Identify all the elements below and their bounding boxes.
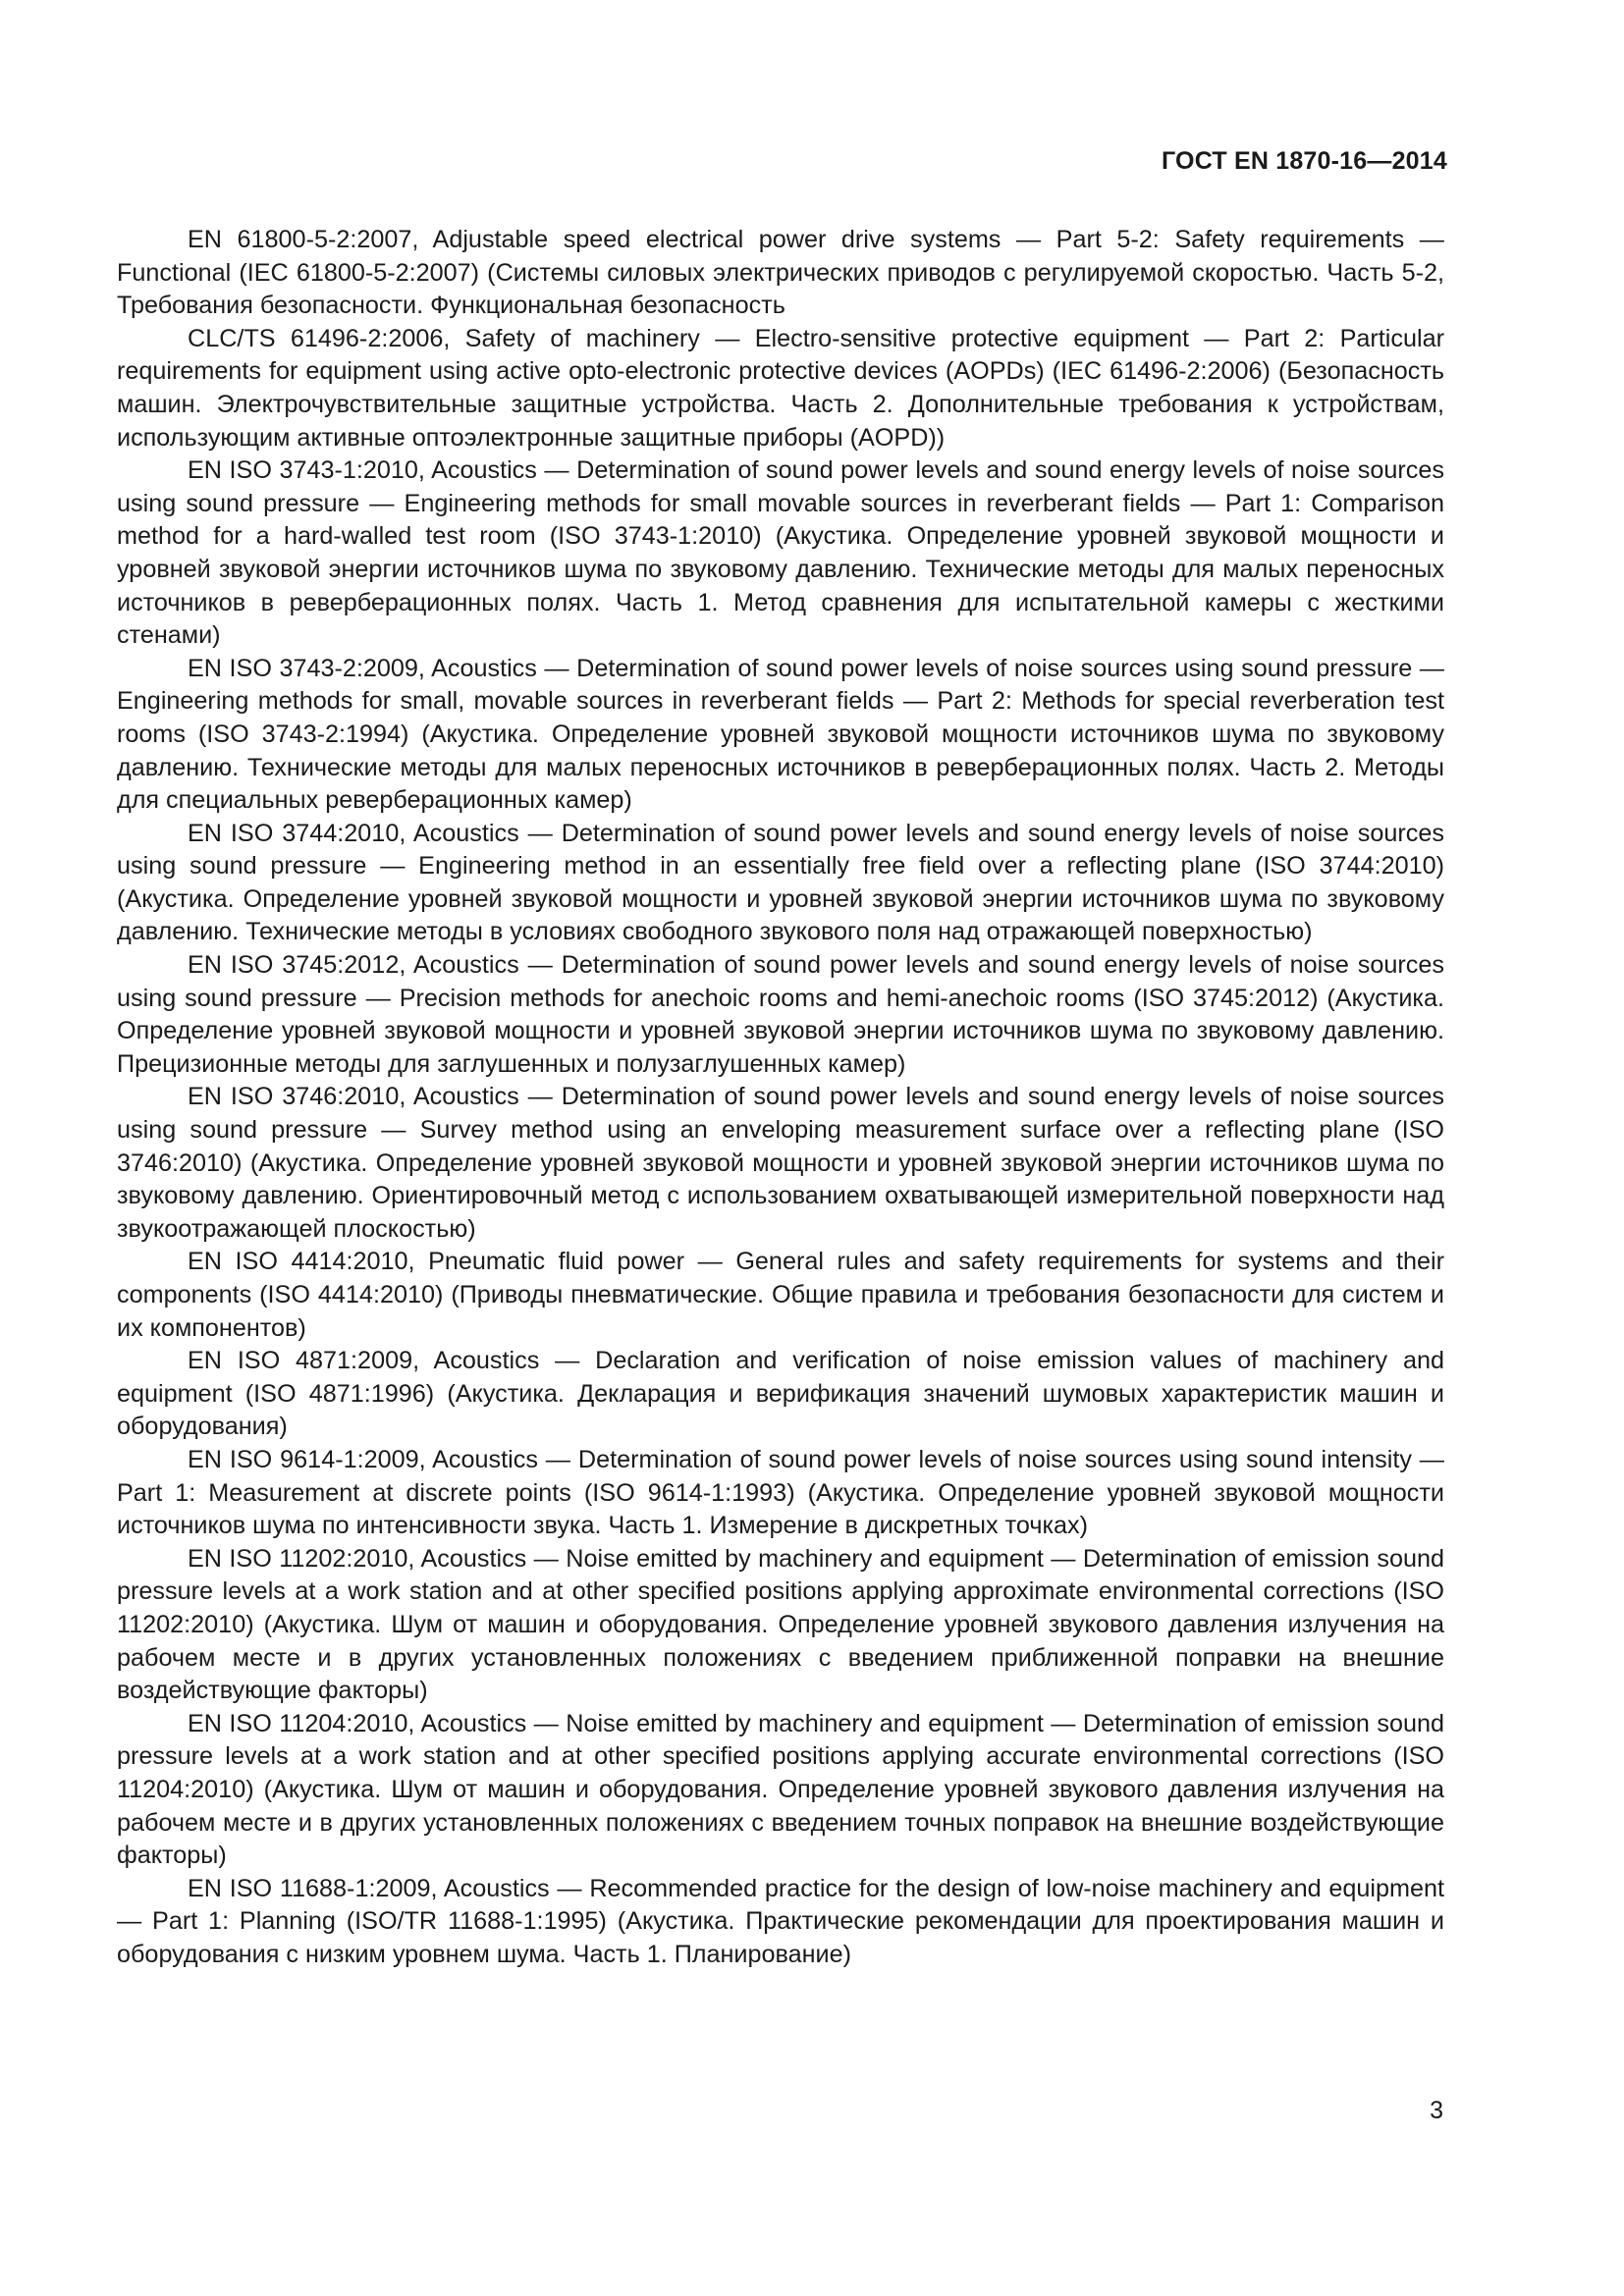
- reference-entry-en-61800-5-2: EN 61800-5-2:2007, Adjustable speed electrical power drive systems — Part 5-2: Safety requirements — Functional (IEC 61800-5-2:2007) (Системы силовых электрических приводов с регулируемой скоростью. Часть 5-2, Требования безопасности. Функциональная безопасность: [117, 226, 1444, 320]
- reference-entry-en-iso-11204: EN ISO 11204:2010, Acoustics — Noise emitted by machinery and equipment — Determination of emission sound pressure levels at a work station and at other specified positions applying accurate environmental corrections (ISO 11204:2010) (Акустика. Шум от машин и оборудования. Определение уровней звукового давления излучения на рабочем месте и в других установленных положениях с введением точных поправок на внешние воздействующие факторы): [117, 1709, 1444, 1870]
- document-header-standard-code: ГОСТ EN 1870-16—2014: [1162, 147, 1447, 175]
- reference-entry-en-iso-3745: EN ISO 3745:2012, Acoustics — Determination of sound power levels and sound energy levels of noise sources using sound pressure — Precision methods for anechoic rooms and hemi-anechoic rooms (ISO 3745:2012) (Акустика. Определение уровней звуковой мощности и уровней звуковой энергии источников шума по звуковому давлению. Прецизионные методы для заглушенных и полузаглушенных камер): [117, 951, 1444, 1078]
- reference-entry-en-iso-3746: EN ISO 3746:2010, Acoustics — Determination of sound power levels and sound energy levels of noise sources using sound pressure — Survey method using an enveloping measurement surface over a reflecting plane (ISO 3746:2010) (Акустика. Определение уровней звуковой мощности и уровней звуковой энергии источников шума по звуковому давлению. Ориентировочный метод с использованием охватывающей измерительной поверхности над звукоотражающей плоскостью): [117, 1083, 1444, 1243]
- reference-entry-en-iso-11688-1: EN ISO 11688-1:2009, Acoustics — Recommended practice for the design of low-noise machinery and equipment — Part 1: Planning (ISO/TR 11688-1:1995) (Акустика. Практические рекомендации для проектирования машин и оборудования с низким уровнем шума. Часть 1. Планирование): [117, 1874, 1444, 1968]
- reference-entry-en-iso-3743-1: EN ISO 3743-1:2010, Acoustics — Determination of sound power levels and sound energy levels of noise sources using sound pressure — Engineering methods for small movable sources in reverberant fields — Part 1: Comparison method for a hard-walled test room (ISO 3743-1:2010) (Акустика. Определение уровней звуковой мощности и уровней звуковой энергии источников шума по звуковому давлению. Технические методы для малых переносных источников в реверберационных полях. Часть 1. Метод сравнения для испытательной камеры с жесткими стенами): [117, 456, 1444, 650]
- reference-entry-en-iso-4414: EN ISO 4414:2010, Pneumatic fluid power — General rules and safety requirements for systems and their components (ISO 4414:2010) (Приводы пневматические. Общие правила и требования безопасности для систем и их компонентов): [117, 1248, 1444, 1342]
- reference-entry-en-iso-9614-1: EN ISO 9614-1:2009, Acoustics — Determination of sound power levels of noise sources using sound intensity — Part 1: Measurement at discrete points (ISO 9614-1:1993) (Акустика. Определение уровней звуковой мощности источников шума по интенсивности звука. Часть 1. Измерение в дискретных точках): [117, 1445, 1444, 1540]
- normative-references-list: [117, 224, 1444, 1971]
- reference-entry-clc-ts-61496-2: CLC/TS 61496-2:2006, Safety of machinery — Electro-sensitive protective equipment — Part 2: Particular requirements for equipment using active opto-electronic protective devices (AOPDs) (IEC 61496-2:2006) (Безопасность машин. Электрочувствительные защитные устройства. Часть 2. Дополнительные требования к устройствам, использующим активные оптоэлектронные защитные приборы (AOPD)): [117, 324, 1444, 452]
- page-number: 3: [1430, 2097, 1443, 2124]
- reference-entry-en-iso-11202: EN ISO 11202:2010, Acoustics — Noise emitted by machinery and equipment — Determination of emission sound pressure levels at a work station and at other specified positions applying approximate environmental corrections (ISO 11202:2010) (Акустика. Шум от машин и оборудования. Определение уровней звукового давления излучения на рабочем месте и в других установленных положениях с введением приближенной поправки на внешние воздействующие факторы): [117, 1544, 1444, 1705]
- reference-entry-en-iso-3743-2: EN ISO 3743-2:2009, Acoustics — Determination of sound power levels of noise sources using sound pressure — Engineering methods for small, movable sources in reverberant fields — Part 2: Methods for special reverberation test rooms (ISO 3743-2:1994) (Акустика. Определение уровней звуковой мощности источников шума по звуковому давлению. Технические методы для малых переносных источников в реверберационных полях. Часть 2. Методы для специальных реверберационных камер): [117, 654, 1444, 815]
- reference-entry-en-iso-4871: EN ISO 4871:2009, Acoustics — Declaration and verification of noise emission values of machinery and equipment (ISO 4871:1996) (Акустика. Декларация и верификация значений шумовых характеристик машин и оборудования): [117, 1347, 1444, 1441]
- reference-entry-en-iso-3744: EN ISO 3744:2010, Acoustics — Determination of sound power levels and sound energy levels of noise sources using sound pressure — Engineering method in an essentially free field over a reflecting plane (ISO 3744:2010) (Акустика. Определение уровней звуковой мощности и уровней звуковой энергии источников шума по звуковому давлению. Технические методы в условиях свободного звукового поля над отражающей поверхностью): [117, 819, 1444, 946]
